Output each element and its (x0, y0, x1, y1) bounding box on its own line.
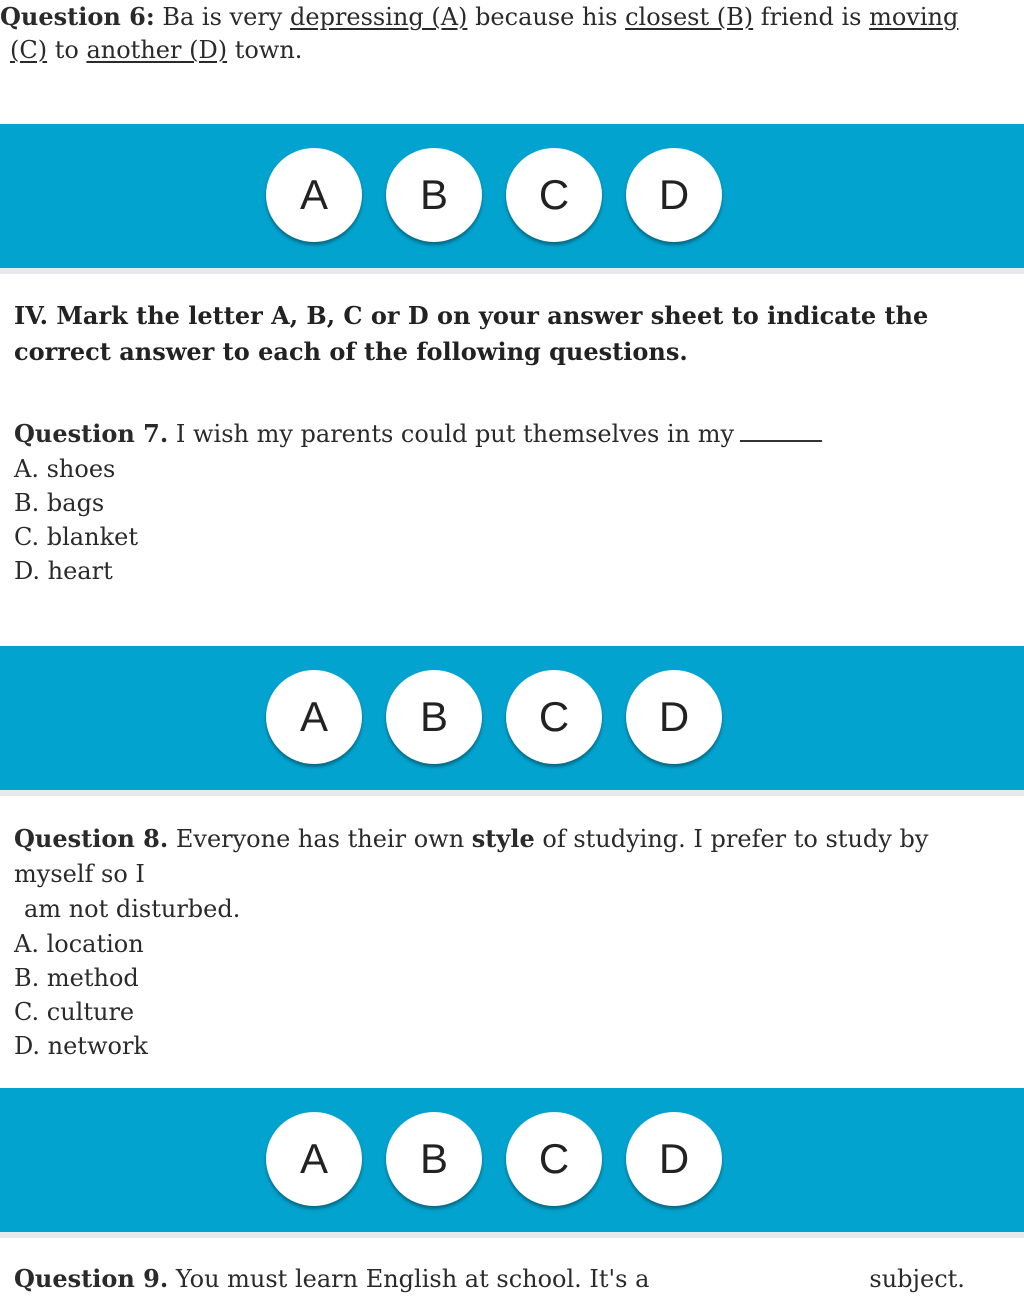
answer-option-a[interactable]: A (266, 1112, 362, 1206)
q6-text: town. (234, 36, 303, 64)
question-9 (14, 1262, 1014, 1296)
answer-option-b[interactable]: B (386, 670, 482, 764)
answer-option-a[interactable]: A (266, 670, 362, 764)
q8-stem-line2: am not disturbed. (24, 895, 241, 923)
q7-label: Question 7. (14, 419, 169, 448)
q7-option-a: A. shoes (14, 455, 116, 483)
answer-option-c[interactable]: C (506, 148, 602, 242)
answer-option-d[interactable]: D (626, 1112, 722, 1206)
question-7 (14, 416, 1004, 588)
answer-option-b[interactable]: B (386, 148, 482, 242)
answer-band-q8 (0, 1088, 1024, 1232)
section-instruction: IV. Mark the letter A, B, C or D on your answer sheet to indicate the correct answer to each of the following questions. (14, 301, 929, 366)
q8-stem-post: of studying. I prefer to study by myself so I (14, 825, 929, 888)
q8-stem-pre: Everyone has their own (175, 825, 465, 853)
answer-option-c[interactable]: C (506, 670, 602, 764)
q7-option-d: D. heart (14, 557, 113, 585)
q9-tail: subject. (869, 1265, 965, 1293)
answer-option-d[interactable]: D (626, 148, 722, 242)
q6-text: friend is (760, 3, 862, 31)
q6-text: Ba is very (162, 3, 283, 31)
q6-underlined-a: depressing (A) (290, 3, 468, 31)
question-6 (0, 0, 990, 67)
q6-text: because his (475, 3, 618, 31)
q9-label: Question 9. (14, 1264, 169, 1293)
q7-option-c: C. blanket (14, 523, 138, 551)
answer-option-a[interactable]: A (266, 148, 362, 242)
q9-stem: You must learn English at school. It's a (175, 1265, 650, 1293)
q6-underlined-d: another (D) (86, 36, 228, 64)
q6-underlined-c-word: moving (869, 3, 959, 31)
q6-label: Question 6: (0, 2, 155, 31)
q8-keyword: style (471, 824, 535, 853)
q6-underlined-c-letter: (C) (10, 36, 48, 64)
answer-option-d[interactable]: D (626, 670, 722, 764)
q8-label: Question 8. (14, 824, 169, 853)
q8-option-c: C. culture (14, 998, 135, 1026)
answer-band-q6 (0, 124, 1024, 268)
q7-option-b: B. bags (14, 489, 105, 517)
answer-band-q7 (0, 646, 1024, 790)
answer-option-c[interactable]: C (506, 1112, 602, 1206)
q8-option-a: A. location (14, 930, 144, 958)
q6-underlined-b: closest (B) (625, 3, 754, 31)
q8-option-d: D. network (14, 1032, 148, 1060)
answer-option-b[interactable]: B (386, 1112, 482, 1206)
q7-stem: I wish my parents could put themselves in my (175, 420, 735, 448)
question-8 (14, 821, 1004, 1063)
q8-option-b: B. method (14, 964, 139, 992)
q6-text: to (54, 36, 79, 64)
answer-blank (740, 418, 822, 442)
